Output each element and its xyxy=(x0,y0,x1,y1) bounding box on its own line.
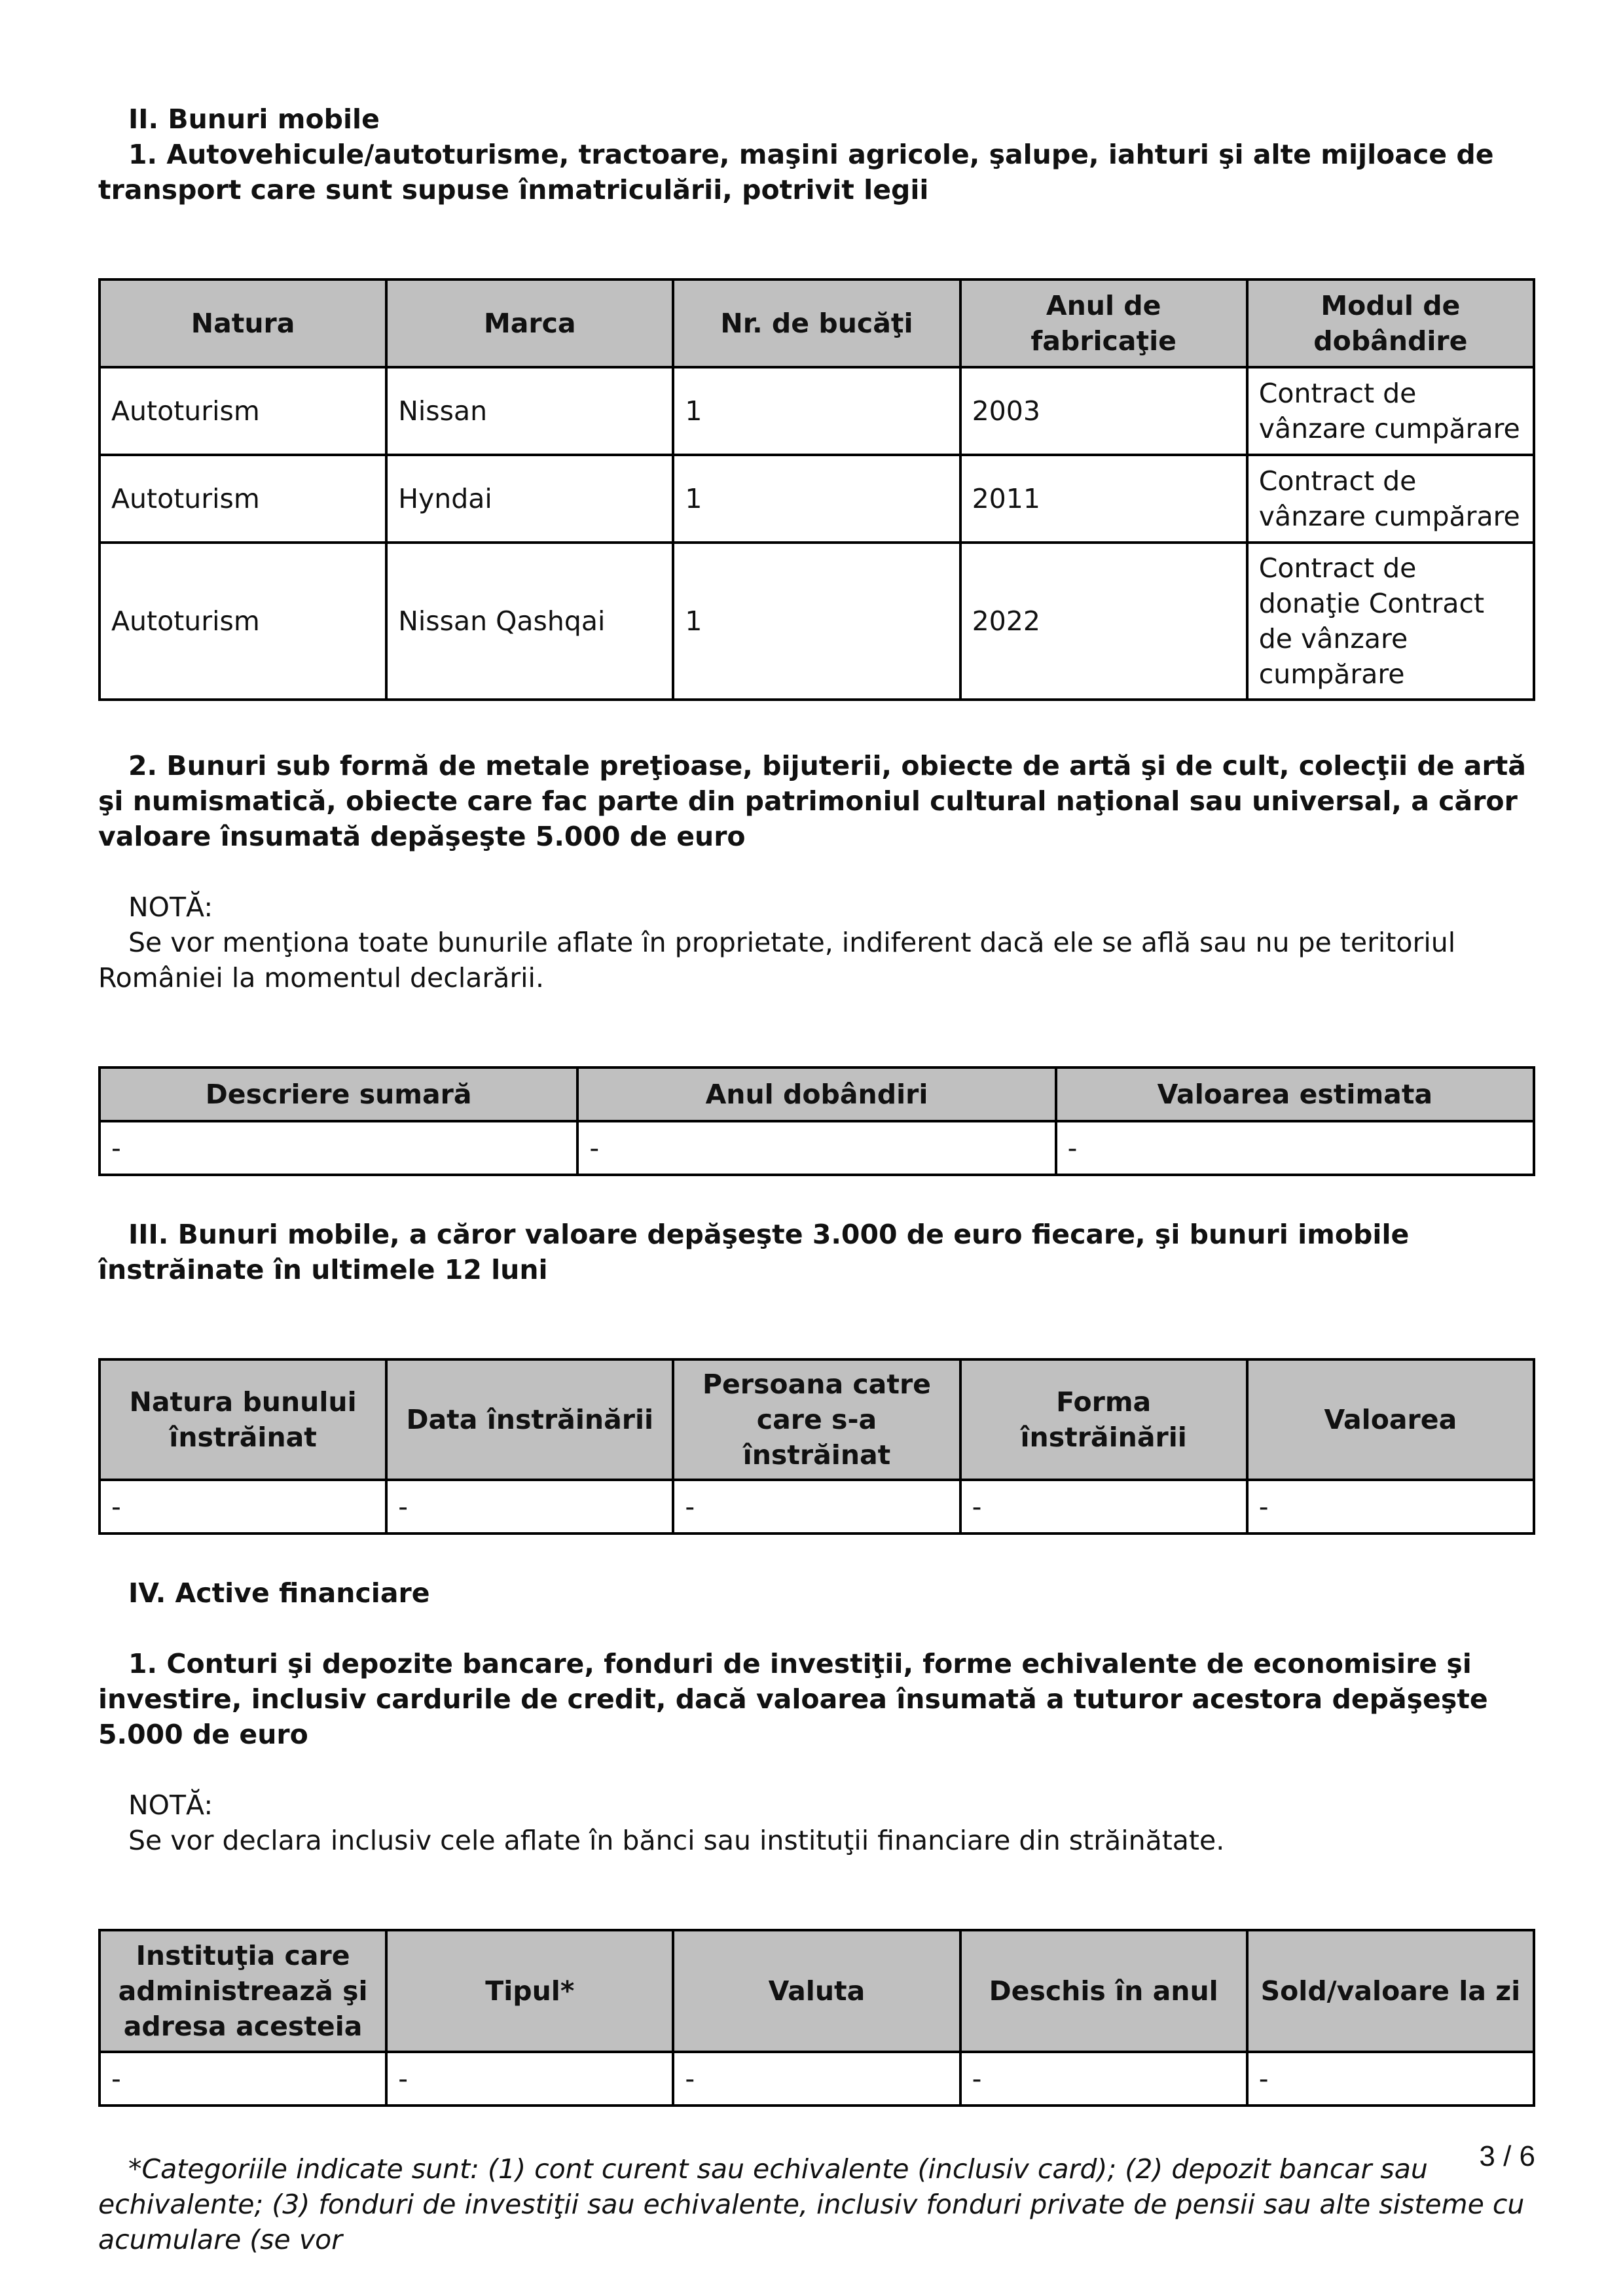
table-cell: - xyxy=(386,1480,673,1534)
alienated-goods-heading: III. Bunuri mobile, a căror valoare depăşeşte 3.000 de euro fiecare, şi bunuri imobile înstrăinate în ultimele 12 luni xyxy=(98,1219,1410,1285)
table-row xyxy=(100,367,1534,455)
table-cell: Autoturism xyxy=(100,455,386,543)
table-row xyxy=(100,455,1534,543)
note-text: Se vor declara inclusiv cele aflate în bănci sau instituţii financiare din străinătate. xyxy=(128,1825,1225,1856)
column-header: Data înstrăinării xyxy=(386,1359,673,1480)
table-cell: Hyndai xyxy=(386,455,673,543)
table-row xyxy=(100,2052,1534,2106)
note-label: NOTĂ: xyxy=(128,891,213,923)
column-header: Descriere sumară xyxy=(100,1067,577,1121)
column-header: Sold/valoare la zi xyxy=(1247,1930,1534,2052)
vehicles-table xyxy=(98,278,1535,701)
table-cell: - xyxy=(1056,1121,1534,1175)
bank-accounts-heading: 1. Conturi şi depozite bancare, fonduri de investiţii, forme echivalente de economisire şi investire, inclusiv cardurile de credit, dacă valoarea însumată a tuturor acestora depăşeşte 5.000 de euro xyxy=(98,1648,1488,1750)
page-number: 3 / 6 xyxy=(1479,2140,1535,2172)
table-header-row xyxy=(100,1067,1534,1121)
table-cell: - xyxy=(673,1480,960,1534)
table-cell: 1 xyxy=(673,455,960,543)
note-text: Se vor menţiona toate bunurile aflate în proprietate, indiferent dacă ele se află sau nu pe teritoriul României la momentul declarării. xyxy=(98,927,1456,994)
table-cell: Contract de donaţie Contract de vânzare cumpărare xyxy=(1247,543,1534,700)
table-row xyxy=(100,543,1534,700)
column-header: Valoarea estimata xyxy=(1056,1067,1534,1121)
table-cell: - xyxy=(960,2052,1247,2106)
financial-assets-heading: IV. Active financiare xyxy=(128,1577,430,1609)
table-cell: 2022 xyxy=(960,543,1247,700)
table-cell: - xyxy=(673,2052,960,2106)
footnote: *Categoriile indicate sunt: (1) cont curent sau echivalente (inclusiv card); (2) depozit bancar sau echivalente; (3) fonduri de investiţii sau echivalente, inclusiv fonduri private de pensii sau alte sisteme cu acumulare (se vor xyxy=(98,2153,1525,2255)
table-row xyxy=(100,1480,1534,1534)
table-cell: 1 xyxy=(673,543,960,700)
table-cell: 1 xyxy=(673,367,960,455)
table-cell: - xyxy=(100,1121,577,1175)
column-header: Modul de dobândire xyxy=(1247,279,1534,367)
table-cell: - xyxy=(100,2052,386,2106)
section-heading-bunuri-mobile: II. Bunuri mobile xyxy=(128,103,380,135)
column-header: Anul de fabricaţie xyxy=(960,279,1247,367)
table-cell: Contract de vânzare cumpărare xyxy=(1247,455,1534,543)
table-cell: Nissan xyxy=(386,367,673,455)
column-header: Persoana catre care s-a înstrăinat xyxy=(673,1359,960,1480)
column-header: Tipul* xyxy=(386,1930,673,2052)
column-header: Instituţia care administrează şi adresa acesteia xyxy=(100,1930,386,2052)
table-cell: Autoturism xyxy=(100,367,386,455)
alienated-goods-table xyxy=(98,1358,1535,1535)
column-header: Natura xyxy=(100,279,386,367)
table-cell: - xyxy=(386,2052,673,2106)
column-header: Valuta xyxy=(673,1930,960,2052)
column-header: Forma înstrăinării xyxy=(960,1359,1247,1480)
column-header: Deschis în anul xyxy=(960,1930,1247,2052)
table-cell: Autoturism xyxy=(100,543,386,700)
table-header-row xyxy=(100,1359,1534,1480)
precious-goods-table xyxy=(98,1066,1535,1176)
table-row xyxy=(100,1121,1534,1175)
table-header-row xyxy=(100,279,1534,367)
table-cell: Nissan Qashqai xyxy=(386,543,673,700)
table-cell: 2003 xyxy=(960,367,1247,455)
note-label: NOTĂ: xyxy=(128,1789,213,1821)
column-header: Nr. de bucăţi xyxy=(673,279,960,367)
table-header-row xyxy=(100,1930,1534,2052)
table-cell: - xyxy=(1247,1480,1534,1534)
table-cell: - xyxy=(1247,2052,1534,2106)
precious-goods-heading: 2. Bunuri sub formă de metale preţioase, bijuterii, obiecte de artă şi de cult, colecţii de artă şi numismatică, obiecte care fac parte din patrimoniul cultural naţional sau universal, a căror valoare însumată depăşeşte 5.000 de euro xyxy=(98,750,1526,852)
table-cell: - xyxy=(577,1121,1055,1175)
document-page xyxy=(98,101,1535,2257)
column-header: Marca xyxy=(386,279,673,367)
table-cell: Contract de vânzare cumpărare xyxy=(1247,367,1534,455)
subsection-vehicles-heading: 1. Autovehicule/autoturisme, tractoare, maşini agricole, şalupe, iahturi şi alte mijloace de transport care sunt supuse înmatriculării, potrivit legii xyxy=(98,139,1494,206)
column-header: Anul dobândiri xyxy=(577,1067,1055,1121)
bank-accounts-table xyxy=(98,1929,1535,2107)
table-cell: 2011 xyxy=(960,455,1247,543)
table-cell: - xyxy=(100,1480,386,1534)
column-header: Natura bunului înstrăinat xyxy=(100,1359,386,1480)
column-header: Valoarea xyxy=(1247,1359,1534,1480)
table-cell: - xyxy=(960,1480,1247,1534)
